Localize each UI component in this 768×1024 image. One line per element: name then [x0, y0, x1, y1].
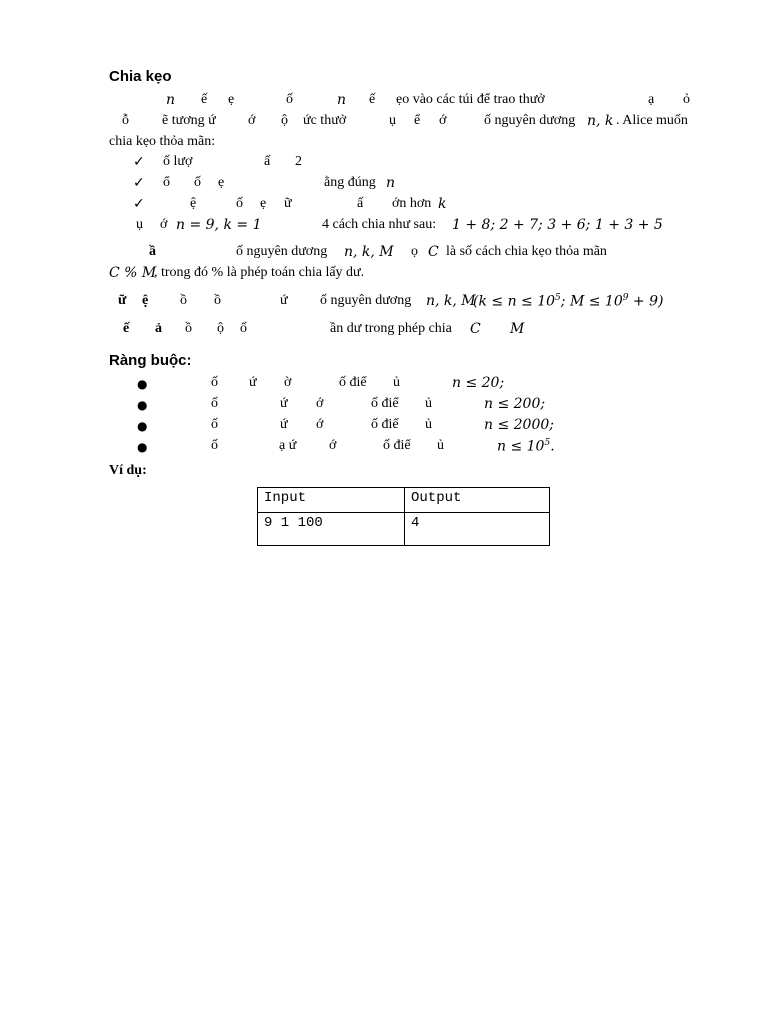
constraint-math-sup: 5	[544, 438, 551, 448]
input-fragment: ố nguyên dương	[320, 293, 412, 308]
constraint-fragment: ạ ứ	[279, 438, 297, 453]
constraint-fragment: ố điể	[371, 417, 399, 432]
intro-fragment: ỏ	[683, 92, 690, 107]
table-header-input: Input	[258, 488, 405, 513]
constraint-math: n ≤ 2000;	[484, 417, 554, 433]
output-math: C	[470, 321, 481, 337]
intro-fragment: ức thưở	[303, 113, 347, 128]
condition-fragment: ố	[236, 196, 243, 211]
table-row	[258, 513, 550, 546]
intro-line-3: chia kẹo thỏa mãn:	[109, 134, 216, 149]
check-icon: ✓	[133, 154, 145, 170]
constraint-math-tail: .	[550, 438, 555, 455]
intro-fragment: ế	[369, 92, 376, 107]
bullet-icon: ●	[137, 440, 148, 454]
constraint-fragment: ủ	[393, 375, 400, 390]
constraint-fragment: ố điể	[371, 396, 399, 411]
constraint-fragment: ố	[211, 396, 218, 411]
output-fragment: ả	[155, 321, 162, 336]
output-math: M	[510, 321, 525, 337]
constraint-fragment: ủ	[425, 417, 432, 432]
condition-fragment: ấ	[357, 196, 364, 211]
bullet-icon: ●	[137, 398, 148, 412]
output-fragment: ế	[123, 321, 130, 336]
bullet-icon: ●	[137, 419, 148, 433]
intro-fragment: ớ	[248, 113, 256, 128]
constraint-fragment: ớ	[329, 438, 337, 453]
condition-math: n	[386, 175, 396, 191]
constraint-fragment: ố	[211, 375, 218, 390]
constraint-fragment: ủ	[437, 438, 444, 453]
constraint-fragment: ủ	[425, 396, 432, 411]
constraint-fragment: ố điể	[383, 438, 411, 453]
examples-heading: Ví dụ:	[109, 463, 147, 478]
constraint-fragment: ớ	[316, 417, 324, 432]
example-fragment: ụ	[136, 217, 143, 232]
task-math: C	[428, 244, 439, 260]
task-fragment: ố nguyên dương	[236, 244, 328, 259]
output-fragment: ần dư trong phép chia	[330, 321, 452, 336]
example-fragment: 4 cách chia như sau:	[322, 217, 437, 232]
output-fragment: ồ	[185, 321, 192, 336]
input-math-part: (k ≤ n ≤ 10	[473, 293, 556, 310]
table-header-row	[258, 488, 550, 513]
intro-fragment: ớ	[439, 113, 447, 128]
constraint-math	[497, 438, 555, 455]
condition-fragment: ớn hơn	[392, 196, 432, 211]
intro-fragment: ỗ	[122, 113, 129, 128]
task-fragment: , trong đó % là phép toán chia lấy dư.	[154, 265, 365, 280]
constraint-fragment: ứ	[249, 375, 257, 390]
intro-fragment: ụ	[389, 113, 396, 128]
intro-fragment: ể	[414, 113, 421, 128]
condition-fragment: ẹ	[260, 196, 267, 211]
condition-fragment: ữ	[284, 196, 292, 211]
constraint-fragment: ờ	[284, 375, 292, 390]
input-math-part: + 9)	[628, 293, 664, 310]
input-math-sup: 5	[555, 293, 561, 303]
example-table	[257, 487, 550, 546]
intro-fragment: ố	[286, 92, 293, 107]
intro-nk: n, k	[587, 113, 614, 129]
condition-fragment: ố lượ	[163, 154, 193, 169]
constraint-math: n ≤ 20;	[452, 375, 505, 391]
constraint-fragment: ứ	[280, 396, 288, 411]
task-fragment: ầ	[149, 244, 156, 259]
intro-n-1: n	[166, 92, 176, 108]
intro-n-2: n	[337, 92, 347, 108]
check-icon: ✓	[133, 175, 145, 191]
condition-fragment: ấ	[264, 154, 271, 169]
input-math: n, k, M	[426, 293, 476, 309]
input-math-range	[473, 293, 663, 310]
input-math-sup: 9	[622, 293, 629, 303]
condition-fragment: ố	[194, 175, 201, 190]
condition-fragment: ệ	[190, 196, 197, 211]
constraint-fragment: ớ	[316, 396, 324, 411]
table-cell-output: 4	[405, 513, 550, 546]
intro-fragment: ẽ tương ứ	[162, 113, 216, 128]
task-fragment: là số cách chia kẹo thỏa mãn	[446, 244, 607, 259]
task-fragment: ọ	[411, 244, 418, 259]
table-header-output: Output	[405, 488, 550, 513]
intro-fragment: ẹo vào các túi để trao thưở	[396, 92, 545, 107]
table-cell-input: 9 1 100	[258, 513, 405, 546]
constraint-math-part: n ≤ 10	[497, 438, 545, 455]
intro-fragment: ạ	[648, 92, 655, 107]
condition-value: 2	[295, 154, 302, 169]
intro-fragment: ộ	[281, 113, 288, 128]
intro-fragment: . Alice muốn	[616, 113, 688, 128]
constraint-fragment: ố	[211, 438, 218, 453]
input-fragment: ệ	[142, 293, 149, 308]
task-math: C % M	[109, 265, 157, 281]
bullet-icon: ●	[137, 377, 148, 391]
constraints-heading: Ràng buộc:	[109, 352, 192, 369]
intro-fragment: ẹ	[228, 92, 235, 107]
constraint-fragment: ố điể	[339, 375, 367, 390]
constraint-fragment: ố	[211, 417, 218, 432]
task-math: n, k, M	[344, 244, 394, 260]
condition-math: k	[438, 196, 447, 212]
input-fragment: ứ	[280, 293, 288, 308]
example-math: n = 9, k = 1	[176, 217, 262, 233]
intro-fragment: ố nguyên dương	[484, 113, 576, 128]
output-fragment: ộ	[217, 321, 224, 336]
constraint-math: n ≤ 200;	[484, 396, 546, 412]
output-fragment: ố	[240, 321, 247, 336]
intro-fragment: ế	[201, 92, 208, 107]
input-fragment: ữ	[118, 293, 127, 308]
input-fragment: ồ	[180, 293, 187, 308]
condition-fragment: ẹ	[218, 175, 225, 190]
page-title: Chia kẹo	[109, 68, 172, 85]
check-icon: ✓	[133, 196, 145, 212]
condition-fragment: ổ	[163, 175, 170, 190]
condition-fragment: ằng đúng	[324, 175, 376, 190]
constraint-fragment: ứ	[280, 417, 288, 432]
input-fragment: ồ	[214, 293, 221, 308]
input-math-part: ; M ≤ 10	[560, 293, 623, 310]
example-fragment: ớ	[160, 217, 168, 232]
example-math: 1 + 8; 2 + 7; 3 + 6; 1 + 3 + 5	[452, 217, 663, 233]
